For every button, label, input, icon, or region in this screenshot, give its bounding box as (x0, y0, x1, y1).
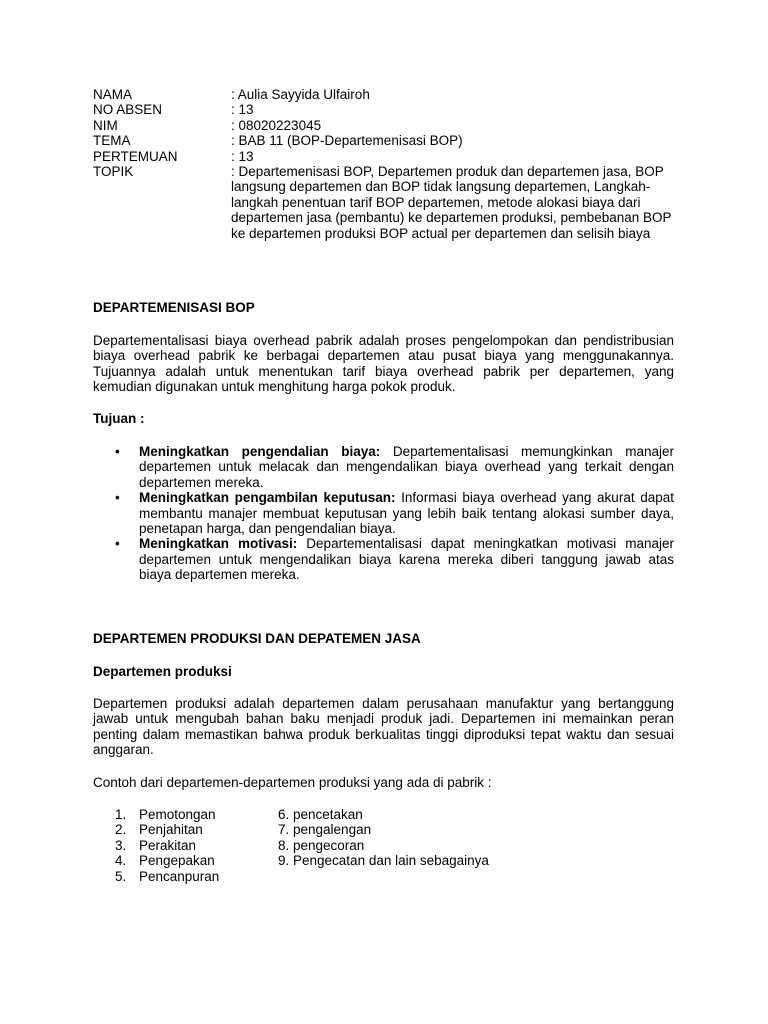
list-item (115, 822, 278, 837)
header-value: : Departemenisasi BOP, Departemen produk dan departemen jasa, BOP langsung departemen dan BOP tidak langsung departemen, Langkah-langkah penentuan tarif BOP departemen, metode alokasi biaya dari departemen jasa (pembantu) ke departemen produksi, pembebanan BOP ke departemen produksi BOP actual per departemen dan selisih biaya (231, 164, 672, 241)
produksi-list-left (115, 807, 278, 884)
contoh-intro: Contoh dari departemen-departemen produksi yang ada di pabrik : (93, 775, 492, 790)
list-item: 7. pengalengan (278, 822, 372, 838)
list-item (115, 838, 278, 853)
bullet-text: Informasi biaya overhead yang akurat dapat membantu manajer membuat keputusan yang lebih baik tentang alokasi sumber daya, penetapan harga, dan pengendalian biaya. (139, 490, 674, 537)
header-row-nim (93, 118, 683, 133)
subsection-title-departemen-produksi: Departemen produksi (93, 664, 232, 679)
list-number: 3. (115, 837, 127, 853)
list-text: Perakitan (139, 837, 197, 853)
list-item: 8. pengecoran (278, 837, 365, 853)
header-value: : 08020223045 (231, 117, 322, 133)
header-row-topik (93, 164, 683, 241)
header-key: PERTEMUAN (93, 148, 178, 164)
section-title-departemenisasi: DEPARTEMENISASI BOP (93, 300, 255, 315)
list-number: 4. (115, 853, 127, 869)
list-text: Penjahitan (139, 822, 203, 838)
bullet-item (93, 536, 674, 582)
header-key: TOPIK (93, 164, 134, 180)
paragraph-departemenisasi: Departementalisasi biaya overhead pabrik adalah proses pengelompokan dan pendistribusian biaya overhead pabrik ke berbagai departemen atau pusat biaya yang menggunakannya. Tujuannya adalah untuk menentukan tarif biaya overhead pabrik per departemen, yang kemudian digunakan untuk menghitung harga pokok produk. (93, 333, 674, 395)
identity-header (93, 87, 683, 241)
header-value: : BAB 11 (BOP-Departemenisasi BOP) (231, 133, 463, 149)
header-value: : Aulia Sayyida Ulfairoh (231, 87, 370, 102)
tujuan-label: Tujuan : (93, 411, 145, 426)
list-text: Pengepakan (139, 853, 215, 869)
header-key: TEMA (93, 133, 131, 149)
bullet-bold: Meningkatkan pengambilan keputusan: (139, 490, 396, 506)
header-row-tema (93, 133, 683, 148)
section-title-departemen-produksi-jasa: DEPARTEMEN PRODUKSI DAN DEPATEMEN JASA (93, 631, 421, 646)
header-key: NIM (93, 117, 118, 133)
list-item (115, 807, 278, 822)
bullet-bold: Meningkatkan pengendalian biaya: (139, 444, 381, 459)
bullet-icon: • (115, 444, 120, 459)
bullet-text: Departementalisasi dapat meningkatkan motivasi manajer departemen untuk mengendalikan biaya karena mereka diberi tanggung jawab atas biaya departemen mereka. (139, 536, 674, 583)
list-item (115, 869, 278, 884)
list-item: 9. Pengecatan dan lain sebagainya (278, 853, 489, 869)
bullet-text: Departementalisasi memungkinkan manajer departemen untuk melacak dan mengendalikan biaya overhead yang terkait dengan departemen mereka. (139, 444, 674, 490)
header-row-no-absen (93, 102, 683, 117)
list-number: 5. (115, 868, 127, 884)
list-item (115, 853, 278, 868)
list-item: 6. pencetakan (278, 807, 363, 822)
paragraph-departemen-produksi: Departemen produksi adalah departemen dalam perusahaan manufaktur yang bertanggung jawab untuk mengubah bahan baku menjadi produk jadi. Departemen ini memainkan peran penting dalam memastikan bahwa produk berkualitas tinggi diproduksi tepat waktu dan sesuai anggaran. (93, 696, 674, 758)
bullet-item (93, 490, 674, 536)
header-row-pertemuan (93, 149, 683, 164)
bullet-item (93, 444, 674, 490)
bullet-icon: • (115, 490, 120, 506)
list-number: 2. (115, 822, 127, 838)
produksi-list-right (278, 807, 489, 884)
header-row-nama (93, 87, 683, 102)
header-value: : 13 (231, 102, 254, 118)
tujuan-bullet-list (93, 444, 674, 583)
produksi-list (115, 807, 535, 884)
header-value: : 13 (231, 148, 254, 164)
list-text: Pencanpuran (139, 868, 220, 884)
list-number: 1. (115, 807, 127, 822)
list-text: Pemotongan (139, 807, 216, 822)
header-key: NO ABSEN (93, 102, 163, 118)
bullet-icon: • (115, 536, 120, 552)
bullet-bold: Meningkatkan motivasi: (139, 536, 298, 552)
header-key: NAMA (93, 87, 133, 102)
